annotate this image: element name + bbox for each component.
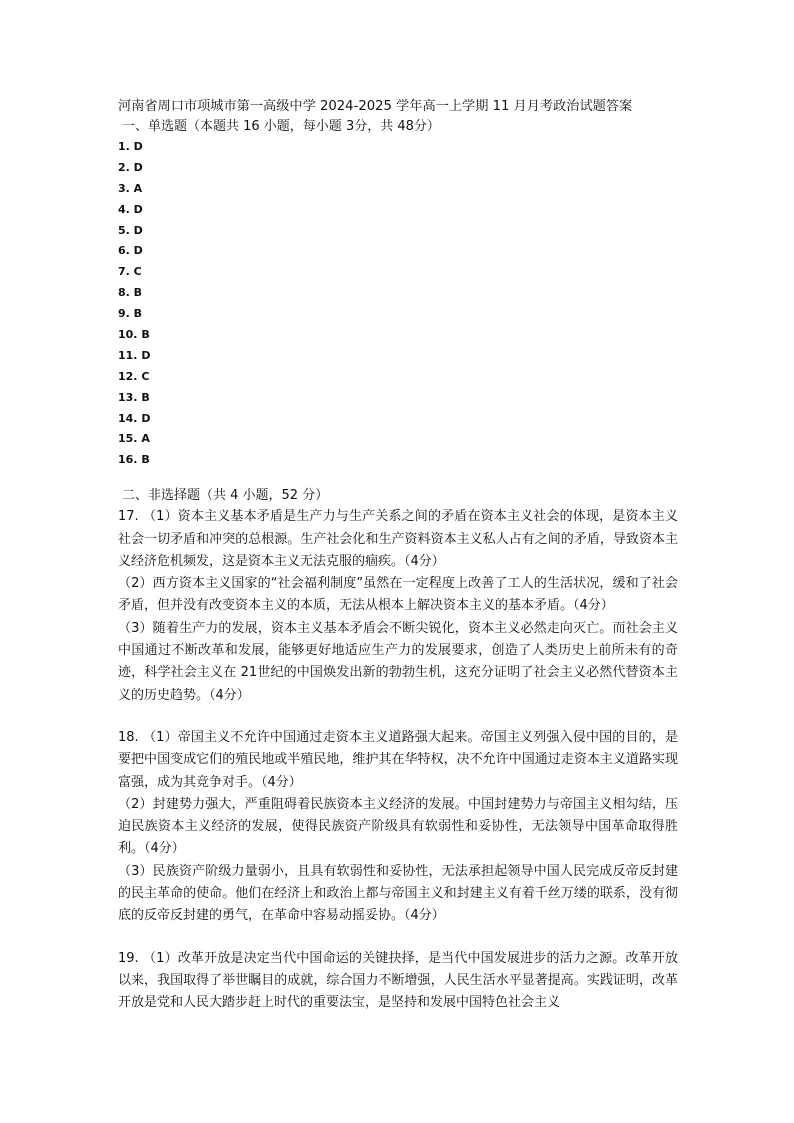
answer-paragraph: （2）西方资本主义国家的“社会福利制度”虽然在一定程度上改善了工人的生活状况，缓和了社会矛盾，但并没有改变资本主义的本质，无法从根本上解决资本主义的基本矛盾。（4分） <box>118 576 678 614</box>
answer-item: 5. D <box>118 223 143 237</box>
answer-item: 10. B <box>118 328 150 342</box>
document-page <box>118 98 678 1014</box>
answer-item: 15. A <box>118 432 150 446</box>
question-17-answer <box>118 506 678 707</box>
answer-item: 12. C <box>118 369 150 383</box>
answer-paragraph: 18. （1）帝国主义不允许中国通过走资本主义道路强大起来。帝国主义列强入侵中国的目的，是要把中国变成它们的殖民地或半殖民地，维护其在华特权，决不允许中国通过走资本主义道路实现富强，成为其竞争对手。（4分） <box>118 729 678 790</box>
answer-item: 1. D <box>118 140 143 153</box>
answer-paragraph: （3）民族资产阶级力量弱小，且具有软弱性和妥协性，无法承担起领导中国人民完成反帝反封建的民主革命的使命。他们在经济上和政治上都与帝国主义和封建主义有着千丝万缕的联系，没有彻底的反帝反封建的勇气，在革命中容易动摇妥协。（4分） <box>118 863 678 924</box>
answer-item: 6. D <box>118 244 143 258</box>
question-18-answer <box>118 727 678 928</box>
answer-item: 9. B <box>118 307 143 321</box>
answer-list <box>118 137 678 471</box>
section-heading-non-choice: 二、非选择题（共 4 小题，52 分） <box>122 488 329 504</box>
answer-item: 4. D <box>118 202 143 216</box>
answer-paragraph: 19. （1）改革开放是决定当代中国命运的关键抉择，是当代中国发展进步的活力之源。改革开放以来，我国取得了举世瞩目的成就，综合国力不断增强，人民生活水平显著提高。实践证明，改革开放是党和人民大踏步赶上时代的重要法宝，是坚持和发展中国特色社会主义 <box>118 950 678 1011</box>
answer-paragraph: （2）封建势力强大，严重阻碍着民族资本主义经济的发展。中国封建势力与帝国主义相勾结，压迫民族资本主义经济的发展，使得民族资产阶级具有软弱性和妥协性，无法领导中国革命取得胜利。（4分） <box>118 796 678 857</box>
question-19-answer <box>118 948 678 1015</box>
answer-item: 3. A <box>118 181 143 195</box>
document-title: 河南省周口市项城市第一高级中学 2024-2025 学年高一上学期 11 月月考政治试题答案 <box>118 99 633 114</box>
answer-item: 7. C <box>118 265 142 279</box>
answer-paragraph: （3）随着生产力的发展，资本主义基本矛盾会不断尖锐化，资本主义必然走向灭亡。而社会主义中国通过不断改革和发展，能够更好地适应生产力的发展要求，创造了人类历史上前所未有的奇迹，科学社会主义在 21世纪的中国焕发出新的勃勃生机，这充分证明了社会主义必然代替资本主义的历史趋势。（4分） <box>118 620 678 703</box>
spacer <box>118 471 678 486</box>
section-heading-single-choice: 一、单选题（本题共 16 小题，每小题 3分，共 48分） <box>122 119 440 134</box>
answer-item: 8. B <box>118 286 143 300</box>
answer-item: 13. B <box>118 390 150 404</box>
answer-item: 11. D <box>118 348 151 362</box>
answer-item: 16. B <box>118 453 150 467</box>
answer-item: 2. D <box>118 160 143 174</box>
answer-paragraph: 17. （1）资本主义基本矛盾是生产力与生产关系之间的矛盾在资本主义社会的体现，是资本主义社会一切矛盾和冲突的总根源。生产社会化和生产资料资本主义私人占有之间的矛盾，导致资本主义经济危机频发，这是资本主义无法克服的痼疾。（4分） <box>118 509 678 569</box>
spacer <box>118 928 678 948</box>
answer-item: 14. D <box>118 411 151 425</box>
spacer <box>118 707 678 727</box>
